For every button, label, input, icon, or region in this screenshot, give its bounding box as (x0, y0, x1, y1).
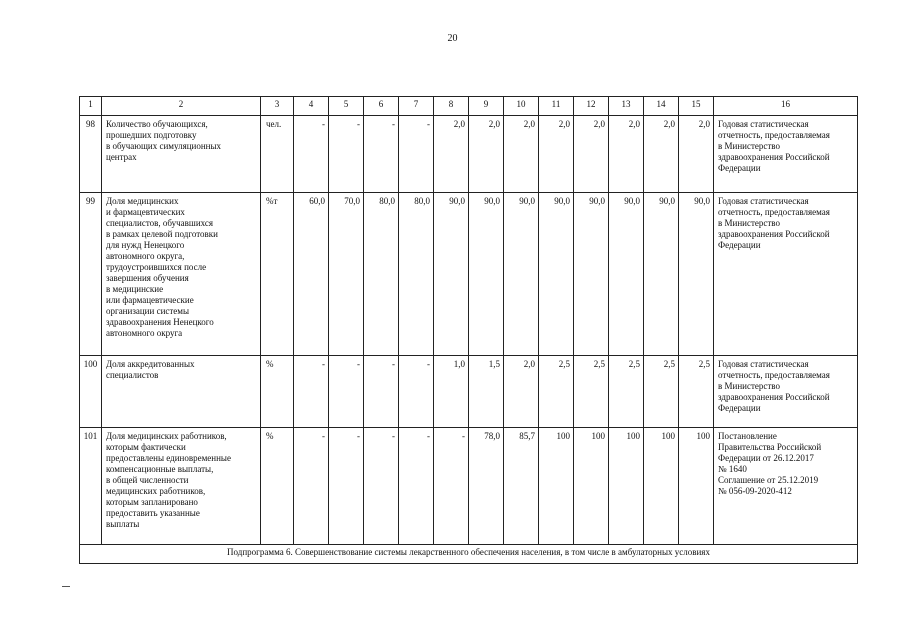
page-number: 20 (447, 33, 458, 44)
indicator-name-line: специалистов, обучавшихся (106, 218, 214, 228)
value-cell: 80,0 (364, 193, 399, 356)
unit-cell: %т (261, 193, 294, 356)
source-line: здравоохранения Российской (718, 152, 830, 162)
value-cell: - (364, 428, 399, 545)
indicator-name-line: которым фактически (106, 442, 186, 452)
indicator-name (102, 428, 261, 545)
header-cell: 9 (469, 97, 504, 116)
row-number: 100 (80, 356, 102, 428)
value-cell: 2,0 (574, 116, 609, 193)
subprogram-title: Подпрограмма 6. Совершенствование системы лекарственного обеспечения населения, в том числе в амбулаторных условиях (80, 545, 858, 564)
value-cell: 90,0 (679, 193, 714, 356)
source-line: № 056-09-2020-412 (718, 486, 792, 496)
indicator-name-line: завершения обучения (106, 273, 189, 283)
indicator-name-line: и фармацевтических (106, 207, 185, 217)
value-cell: 90,0 (539, 193, 574, 356)
value-cell: 90,0 (434, 193, 469, 356)
indicator-name-line: трудоустроившихся после (106, 262, 207, 272)
header-cell: 8 (434, 97, 469, 116)
value-cell: 2,5 (644, 356, 679, 428)
indicator-name-line: которым запланировано (106, 497, 198, 507)
header-row (80, 97, 858, 116)
source-line: здравоохранения Российской (718, 229, 830, 239)
source-line: Федерации от 26.12.2017 (718, 453, 814, 463)
source-line: Соглашение от 25.12.2019 (718, 475, 819, 485)
source-line: Постановление (718, 431, 777, 441)
value-cell: 90,0 (469, 193, 504, 356)
value-cell: 2,5 (609, 356, 644, 428)
row-number: 101 (80, 428, 102, 545)
header-cell: 7 (399, 97, 434, 116)
value-cell: 100 (539, 428, 574, 545)
value-cell: 2,0 (539, 116, 574, 193)
indicator-name-line: в обучающих симуляционных (106, 141, 222, 151)
source-line: в Министерство (718, 141, 780, 151)
value-cell: 100 (609, 428, 644, 545)
source-line: отчетность, предоставляемая (718, 370, 830, 380)
source-line: Правительства Российской (718, 442, 822, 452)
indicator-name-line: в рамках целевой подготовки (106, 229, 218, 239)
value-cell: 78,0 (469, 428, 504, 545)
indicator-name-line: в общей численности (106, 475, 189, 485)
unit-cell: чел. (261, 116, 294, 193)
value-cell: 2,0 (504, 116, 539, 193)
indicator-name-line: выплаты (106, 519, 140, 529)
indicator-name (102, 116, 261, 193)
row-number: 99 (80, 193, 102, 356)
source-line: отчетность, предоставляемая (718, 207, 830, 217)
indicator-name-line: Доля медицинских работников, (106, 431, 227, 441)
value-cell: - (294, 116, 329, 193)
header-cell: 15 (679, 97, 714, 116)
source-cell (714, 428, 858, 545)
indicator-name-line: Доля медицинских (106, 196, 179, 206)
value-cell: - (294, 428, 329, 545)
source-line: в Министерство (718, 381, 780, 391)
value-cell: 70,0 (329, 193, 364, 356)
header-cell: 14 (644, 97, 679, 116)
value-cell: 2,0 (469, 116, 504, 193)
indicator-name-line: предоставлены единовременные (106, 453, 231, 463)
header-cell: 1 (80, 97, 102, 116)
indicator-name-line: или фармацевтические (106, 295, 194, 305)
value-cell: - (399, 356, 434, 428)
indicator-name-line: специалистов (106, 370, 159, 380)
value-cell: 2,5 (539, 356, 574, 428)
margin-mark (62, 586, 70, 587)
table-row (80, 193, 858, 356)
value-cell: 2,0 (644, 116, 679, 193)
indicator-name-line: в медицинские (106, 284, 164, 294)
value-cell: 2,5 (574, 356, 609, 428)
value-cell: 2,5 (679, 356, 714, 428)
row-number: 98 (80, 116, 102, 193)
value-cell: 90,0 (644, 193, 679, 356)
value-cell: - (329, 356, 364, 428)
source-line: Федерации (718, 163, 761, 173)
header-cell: 11 (539, 97, 574, 116)
indicator-name-line: для нужд Ненецкого (106, 240, 185, 250)
table-row (80, 428, 858, 545)
value-cell: - (329, 116, 364, 193)
indicator-name-line: прошедших подготовку (106, 130, 197, 140)
value-cell: 90,0 (609, 193, 644, 356)
header-cell: 16 (714, 97, 858, 116)
indicator-name-line: центрах (106, 152, 137, 162)
header-cell: 6 (364, 97, 399, 116)
value-cell: 80,0 (399, 193, 434, 356)
value-cell: 1,0 (434, 356, 469, 428)
source-line: Федерации (718, 403, 761, 413)
source-cell (714, 116, 858, 193)
source-line: Федерации (718, 240, 761, 250)
indicator-name-line: Доля аккредитованных (106, 359, 195, 369)
header-cell: 2 (102, 97, 261, 116)
indicator-name-line: компенсационные выплаты, (106, 464, 214, 474)
source-line: Годовая статистическая (718, 119, 809, 129)
header-cell: 12 (574, 97, 609, 116)
indicator-name-line: предоставить указанные (106, 508, 200, 518)
table-row (80, 116, 858, 193)
value-cell: 100 (574, 428, 609, 545)
value-cell: - (434, 428, 469, 545)
value-cell: 60,0 (294, 193, 329, 356)
source-cell (714, 193, 858, 356)
value-cell: - (329, 428, 364, 545)
header-cell: 3 (261, 97, 294, 116)
source-line: Годовая статистическая (718, 359, 809, 369)
source-line: в Министерство (718, 218, 780, 228)
source-line: отчетность, предоставляемая (718, 130, 830, 140)
indicator-name (102, 193, 261, 356)
indicator-name-line: медицинских работников, (106, 486, 206, 496)
value-cell: - (399, 428, 434, 545)
indicator-name-line: здравоохранения Ненецкого (106, 317, 214, 327)
source-line: № 1640 (718, 464, 747, 474)
value-cell: - (364, 356, 399, 428)
value-cell: 100 (679, 428, 714, 545)
value-cell: 85,7 (504, 428, 539, 545)
table-row (80, 356, 858, 428)
indicator-name-line: автономного округа, (106, 251, 185, 261)
indicator-name-line: автономного округа (106, 328, 183, 338)
unit-cell: % (261, 428, 294, 545)
value-cell: 1,5 (469, 356, 504, 428)
value-cell: 2,0 (609, 116, 644, 193)
indicator-name (102, 356, 261, 428)
value-cell: 2,0 (679, 116, 714, 193)
value-cell: 90,0 (574, 193, 609, 356)
value-cell: - (399, 116, 434, 193)
indicator-name-line: Количество обучающихся, (106, 119, 208, 129)
indicators-table (79, 96, 858, 564)
header-cell: 4 (294, 97, 329, 116)
indicator-name-line: организации системы (106, 306, 190, 316)
value-cell: 100 (644, 428, 679, 545)
source-line: Годовая статистическая (718, 196, 809, 206)
subprogram-row (80, 545, 858, 564)
source-line: здравоохранения Российской (718, 392, 830, 402)
value-cell: 90,0 (504, 193, 539, 356)
header-cell: 10 (504, 97, 539, 116)
header-cell: 13 (609, 97, 644, 116)
value-cell: 2,0 (504, 356, 539, 428)
value-cell: - (364, 116, 399, 193)
unit-cell: % (261, 356, 294, 428)
value-cell: - (294, 356, 329, 428)
source-cell (714, 356, 858, 428)
value-cell: 2,0 (434, 116, 469, 193)
header-cell: 5 (329, 97, 364, 116)
